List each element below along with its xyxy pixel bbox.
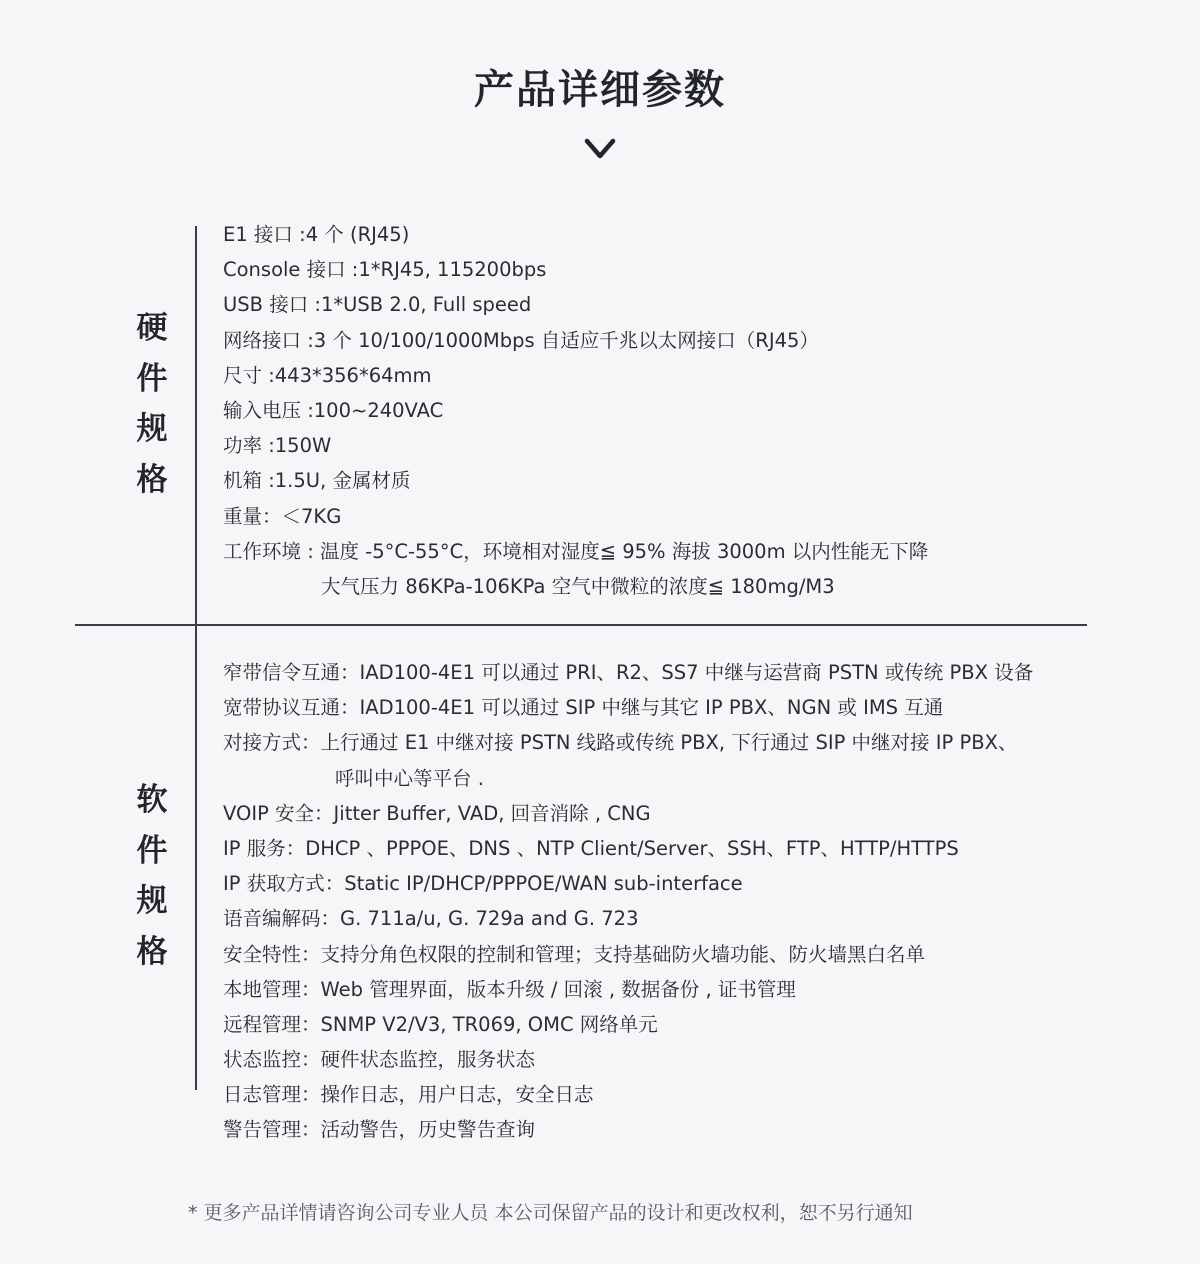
spec-item-console: Console 接口 :1*RJ45, 115200bps	[223, 258, 547, 282]
software-label-char: 软	[136, 782, 168, 818]
software-vertical-divider	[195, 626, 197, 1090]
software-label-char: 规	[136, 883, 168, 919]
hardware-label-char: 硬	[136, 310, 168, 346]
spec-item-local-mgmt: 本地管理：Web 管理界面，版本升级 / 回滚 , 数据备份 , 证书管理	[223, 977, 796, 1001]
spec-item-network: 网络接口 :3 个 10/100/1000Mbps 自适应千兆以太网接口（RJ45）	[223, 328, 819, 352]
spec-item-security: 安全特性：支持分角色权限的控制和管理；支持基础防火墙功能、防火墙黑白名单	[223, 942, 926, 966]
spec-item-broadband: 宽带协议互通：IAD100-4E1 可以通过 SIP 中继与其它 IP PBX、NGN 或 IMS 互通	[223, 696, 944, 720]
spec-item-narrowband: 窄带信令互通：IAD100-4E1 可以通过 PRI、R2、SS7 中继与运营商 PSTN 或传统 PBX 设备	[223, 661, 1034, 684]
spec-item-environment: 工作环境 : 温度 -5°C-55°C，环境相对湿度≦ 95% 海拔 3000m 以内性能无下降	[223, 539, 929, 563]
page-title: 产品详细参数	[474, 67, 726, 113]
spec-item-docking: 对接方式：上行通过 E1 中继对接 PSTN 线路或传统 PBX, 下行通过 SIP 中继对接 IP PBX、	[223, 731, 1018, 755]
section-horizontal-divider	[75, 624, 1087, 626]
spec-item-size: 尺寸 :443*356*64mm	[223, 363, 432, 387]
spec-item-environment-cont: 大气压力 86KPa-106KPa 空气中微粒的浓度≦ 180mg/M3	[321, 574, 835, 598]
footnote: * 更多产品详情请咨询公司专业人员 本公司保留产品的设计和更改权利，恕不另行通知	[188, 1202, 913, 1224]
spec-item-ip-acquisition: IP 获取方式：Static IP/DHCP/PPPOE/WAN sub-interface	[223, 872, 743, 896]
spec-item-voip-security: VOIP 安全：Jitter Buffer, VAD, 回音消除 , CNG	[223, 801, 651, 825]
spec-item-remote-mgmt: 远程管理：SNMP V2/V3, TR069, OMC 网络单元	[223, 1012, 658, 1036]
hardware-label-char: 格	[136, 461, 168, 498]
spec-item-e1: E1 接口 :4 个 (RJ45)	[223, 223, 410, 246]
spec-item-alarm-mgmt: 警告管理：活动警告，历史警告查询	[223, 1118, 536, 1142]
software-section-label	[130, 775, 174, 977]
spec-item-chassis: 机箱 :1.5U, 金属材质	[223, 469, 411, 493]
spec-item-power: 功率 :150W	[223, 434, 332, 458]
software-label-char: 件	[136, 832, 168, 869]
spec-item-usb: USB 接口 :1*USB 2.0, Full speed	[223, 293, 532, 317]
spec-item-voltage: 输入电压 :100~240VAC	[223, 398, 444, 422]
hardware-label-char: 件	[136, 360, 168, 397]
hardware-vertical-divider	[195, 226, 197, 624]
software-spec-list	[223, 655, 1033, 1148]
spec-item-ip-services: IP 服务：DHCP 、PPPOE、DNS 、NTP Client/Server、SSH、FTP、HTTP/HTTPS	[223, 836, 959, 860]
hardware-spec-list	[223, 217, 928, 604]
spec-item-log-mgmt: 日志管理：操作日志，用户日志，安全日志	[223, 1083, 594, 1107]
hardware-section-label	[130, 303, 174, 505]
spec-item-status-monitor: 状态监控：硬件状态监控，服务状态	[223, 1048, 536, 1072]
hardware-label-char: 规	[136, 411, 168, 447]
chevron-down-icon	[583, 136, 617, 162]
software-label-char: 格	[136, 933, 168, 970]
spec-item-docking-cont: 呼叫中心等平台 .	[335, 766, 484, 790]
spec-item-weight: 重量：＜7KG	[223, 504, 342, 528]
spec-item-codec: 语音编解码：G. 711a/u, G. 729a and G. 723	[223, 907, 639, 931]
